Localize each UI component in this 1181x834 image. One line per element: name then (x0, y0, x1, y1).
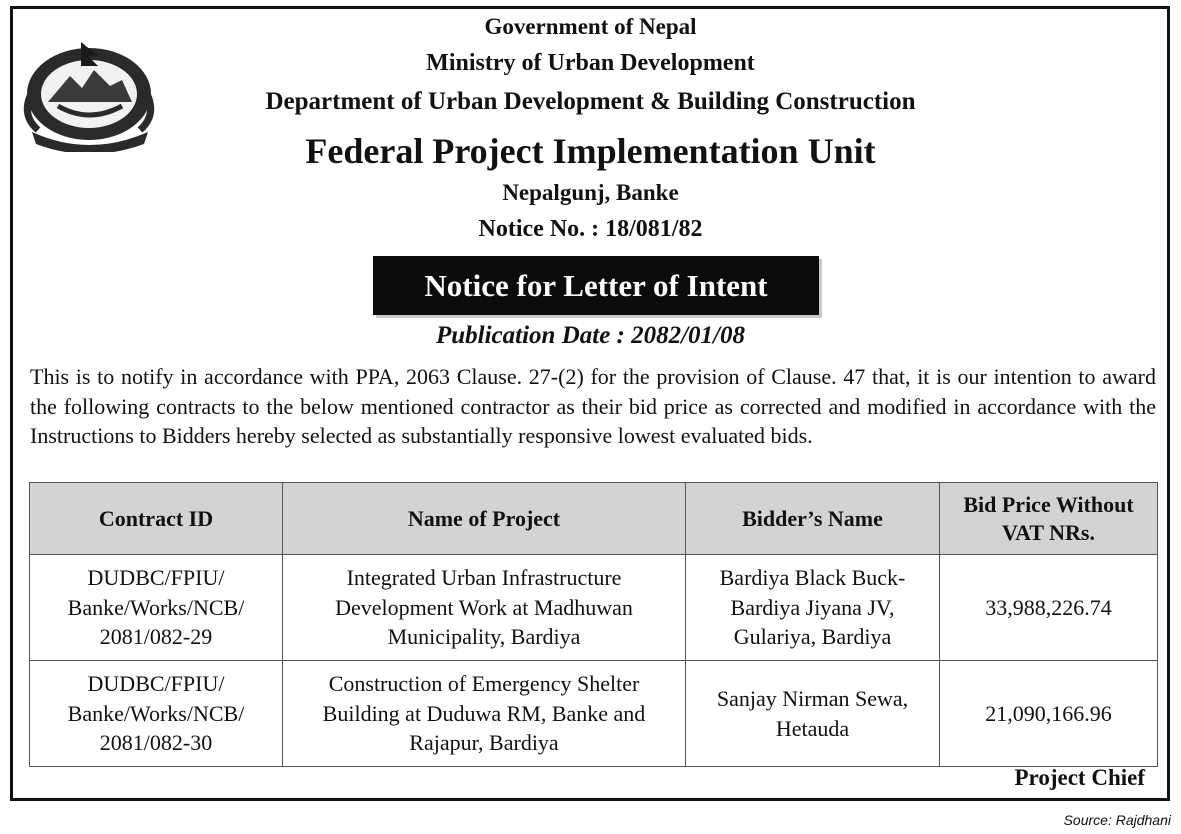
contract-id-cell: DUDBC/FPIU/ Banke/Works/NCB/ 2081/082-30 (30, 661, 283, 767)
project-name-cell: Integrated Urban Infrastructure Development Work at Madhuwan Municipality, Bardiya (283, 555, 686, 661)
bid-price-cell: 33,988,226.74 (940, 555, 1158, 661)
location-text: Nepalgunj, Banke (502, 180, 679, 205)
column-header-bid-price: Bid Price Without VAT NRs. (940, 483, 1158, 555)
bidder-name-cell: Bardiya Black Buck- Bardiya Jiyana JV, Gulariya, Bardiya (686, 555, 940, 661)
bid-price-cell: 21,090,166.96 (940, 661, 1158, 767)
contract-id-cell: DUDBC/FPIU/ Banke/Works/NCB/ 2081/082-29 (30, 555, 283, 661)
department-title: Department of Urban Development & Building Construction (265, 88, 916, 115)
notice-body: This is to notify in accordance with PPA, 2063 Clause. 27-(2) for the provision of Clause. 47 that, it is our intention to award the following contracts to the below mentioned contractor as their bid price as corrected and modified in accordance with the Instructions to Bidders hereby selected as substantially responsive lowest evaluated bids. (30, 364, 1156, 448)
notice-title-banner: Notice for Letter of Intent (373, 256, 819, 315)
signature-title: Project Chief (1014, 765, 1145, 790)
table-header-row (30, 483, 1158, 555)
table-row (30, 555, 1158, 661)
government-title: Government of Nepal (484, 14, 697, 39)
table-row (30, 661, 1158, 767)
contracts-table (29, 482, 1158, 767)
column-header-project: Name of Project (283, 483, 686, 555)
publication-date: Publication Date : 2082/01/08 (435, 322, 746, 349)
bidder-name-cell: Sanjay Nirman Sewa, Hetauda (686, 661, 940, 767)
unit-title: Federal Project Implementation Unit (305, 131, 876, 171)
project-name-cell: Construction of Emergency Shelter Building at Duduwa RM, Banke and Rajapur, Bardiya (283, 661, 686, 767)
column-header-bidder: Bidder’s Name (686, 483, 940, 555)
ministry-title: Ministry of Urban Development (426, 50, 755, 76)
notice-number: Notice No. : 18/081/82 (478, 216, 703, 242)
column-header-contract-id: Contract ID (30, 483, 283, 555)
source-credit: Source: Rajdhani (1063, 812, 1171, 828)
